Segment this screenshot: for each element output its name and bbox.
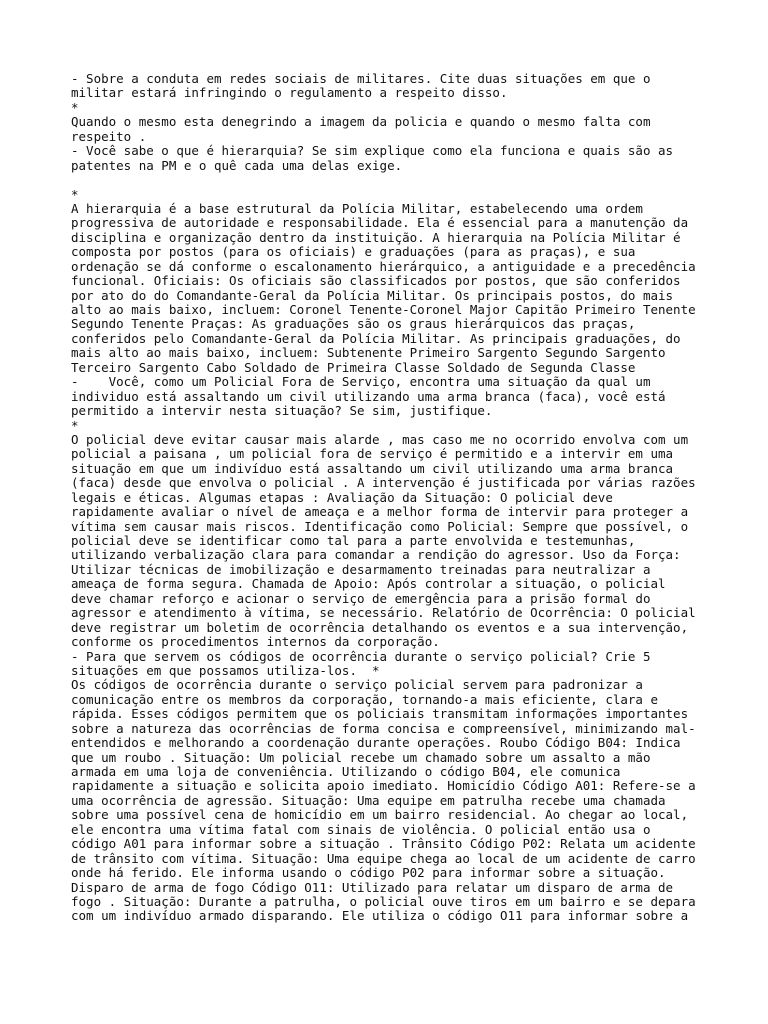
text-line: fogo . Situação: Durante a patrulha, o policial ouve tiros em um bairro e se depara <box>71 893 696 909</box>
text-line: * <box>71 99 79 115</box>
text-line: com um indivíduo armado disparando. Ele utiliza o código O11 para informar sobre a <box>71 908 689 924</box>
blank-line <box>71 173 711 187</box>
text-line: Os códigos de ocorrência durante o serviço policial servem para padronizar a <box>71 677 643 693</box>
text-line: armada em uma loja de conveniência. Utilizando o código B04, ele comunica <box>71 764 621 779</box>
text-line: disciplina e organização dentro da instituição. A hierarquia na Polícia Militar é <box>71 229 681 245</box>
text-line: Segundo Tenente Praças: As graduações são os graus hierárquicos das praças, <box>71 316 636 332</box>
text-line: - Você, como um Policial Fora de Serviço, encontra uma situação da qual um <box>71 374 651 390</box>
text-line: utilizando verbalização clara para comandar a rendição do agressor. Uso da Força: <box>71 547 681 563</box>
text-line: rapidamente avaliar o nível de ameaça e a melhor forma de intervir para proteger a <box>71 504 689 520</box>
text-line: * <box>71 417 79 433</box>
text-line: vítima sem causar mais riscos. Identificação como Policial: Sempre que possível, o <box>71 518 689 534</box>
text-line: entendidos e melhorando a coordenação durante operações. Roubo Código B04: Indica <box>71 735 681 751</box>
text-line: individuo está assaltando um civil utilizando uma arma branca (faca), você está <box>71 388 666 404</box>
document-page <box>71 72 711 924</box>
text-line: - Você sabe o que é hierarquia? Se sim explique como ela funciona e quais são as <box>71 143 674 159</box>
text-line: respeito . <box>71 128 147 144</box>
text-line: ordenação se dá conforme o escalonamento hierárquico, a antiguidade e a precedência <box>71 258 696 274</box>
text-line: Utilizar técnicas de imobilização e desarmamento treinadas para neutralizar a <box>71 561 651 577</box>
text-line: - Sobre a conduta em redes sociais de militares. Cite duas situações em que o <box>71 71 651 86</box>
text-line: rápida. Esses códigos permitem que os policiais transmitam informações importantes <box>71 706 689 722</box>
text-line: conferidos pelo Comandante-Geral da Polícia Militar. As principais graduações, do <box>71 330 681 346</box>
text-line: situações em que possamos utiliza-los. * <box>71 662 380 678</box>
text-line: ameaça de forma segura. Chamada de Apoio: Após controlar a situação, o policial <box>71 576 666 592</box>
text-line: sobre a natureza das ocorrências de forma concisa e compreensível, minimizando mal- <box>71 720 696 736</box>
text-line: * <box>71 186 79 202</box>
text-line: situação em que um indivíduo está assaltando um civil utilizando uma arma branca <box>71 460 674 476</box>
text-line: policial a paisana , um policial fora de serviço é permitido e a intervir em uma <box>71 446 674 462</box>
text-line: deve registrar um boletim de ocorrência detalhando os eventos e a sua intervenção, <box>71 619 689 635</box>
text-line: progressiva de autoridade e responsabilidade. Ela é essencial para a manutenção da <box>71 215 689 231</box>
text-line: policial deve se identificar como tal para a parte envolvida e testemunhas, <box>71 533 636 548</box>
text-line: código A01 para informar sobre a situação . Trânsito Código P02: Relata um acidente <box>71 836 696 852</box>
text-line: comunicação entre os membros da corporação, tornando-a mais eficiente, clara e <box>71 691 658 707</box>
text-line: de trânsito com vítima. Situação: Uma equipe chega ao local de um acidente de carro <box>71 850 696 866</box>
text-line: uma ocorrência de agressão. Situação: Uma equipe em patrulha recebe uma chamada <box>71 792 666 808</box>
text-line: agressor e atendimento à vítima, se necessário. Relatório de Ocorrência: O policial <box>71 605 696 621</box>
text-line: composta por postos (para os oficiais) e graduações (para as praças), e sua <box>71 244 636 260</box>
text-line: mais alto ao mais baixo, incluem: Subtenente Primeiro Sargento Segundo Sargento <box>71 345 666 361</box>
text-line: militar estará infringindo o regulamento a respeito disso. <box>71 85 508 101</box>
text-line: conforme os procedimentos internos da corporação. <box>71 634 440 650</box>
text-line: legais e éticas. Algumas etapas : Avaliação da Situação: O policial deve <box>71 489 613 505</box>
text-line: O policial deve evitar causar mais alarde , mas caso me no ocorrido envolva com um <box>71 431 689 447</box>
text-line: Terceiro Sargento Cabo Soldado de Primeira Classe Soldado de Segunda Classe <box>71 359 636 375</box>
text-line: Disparo de arma de fogo Código O11: Utilizado para relatar um disparo de arma de <box>71 879 674 895</box>
text-line: funcional. Oficiais: Os oficiais são classificados por postos, que são conferidos <box>71 273 681 289</box>
text-line: deve chamar reforço e acionar o serviço de emergência para a prisão formal do <box>71 590 651 606</box>
text-line: A hierarquia é a base estrutural da Polícia Militar, estabelecendo uma ordem <box>71 200 643 216</box>
text-line: ele encontra uma vítima fatal com sinais de violência. O policial então usa o <box>71 821 651 837</box>
text-line: - Para que servem os códigos de ocorrência durante o serviço policial? Crie 5 <box>71 648 651 664</box>
text-line: onde há ferido. Ele informa usando o código P02 para informar sobre a situação. <box>71 865 666 881</box>
text-line: permitido a intervir nesta situação? Se sim, justifique. <box>71 403 493 419</box>
text-line: que um roubo . Situação: Um policial recebe um chamado sobre um assalto a mão <box>71 749 651 765</box>
text-line: por ato do do Comandante-Geral da Polícia Militar. Os principais postos, do mais <box>71 287 674 303</box>
text-line: rapidamente a situação e solicita apoio imediato. Homicídio Código A01: Refere-se a <box>71 778 696 794</box>
text-line: patentes na PM e o quê cada uma delas exige. <box>71 157 403 173</box>
text-line: sobre uma possível cena de homicídio em um bairro residencial. Ao chegar ao local, <box>71 807 689 823</box>
text-line: (faca) desde que envolva o policial . A intervenção é justificada por várias razões <box>71 475 696 491</box>
text-line: Quando o mesmo esta denegrindo a imagem da policia e quando o mesmo falta com <box>71 114 651 130</box>
text-line: alto ao mais baixo, incluem: Coronel Tenente-Coronel Major Capitão Primeiro Tenente <box>71 302 696 317</box>
